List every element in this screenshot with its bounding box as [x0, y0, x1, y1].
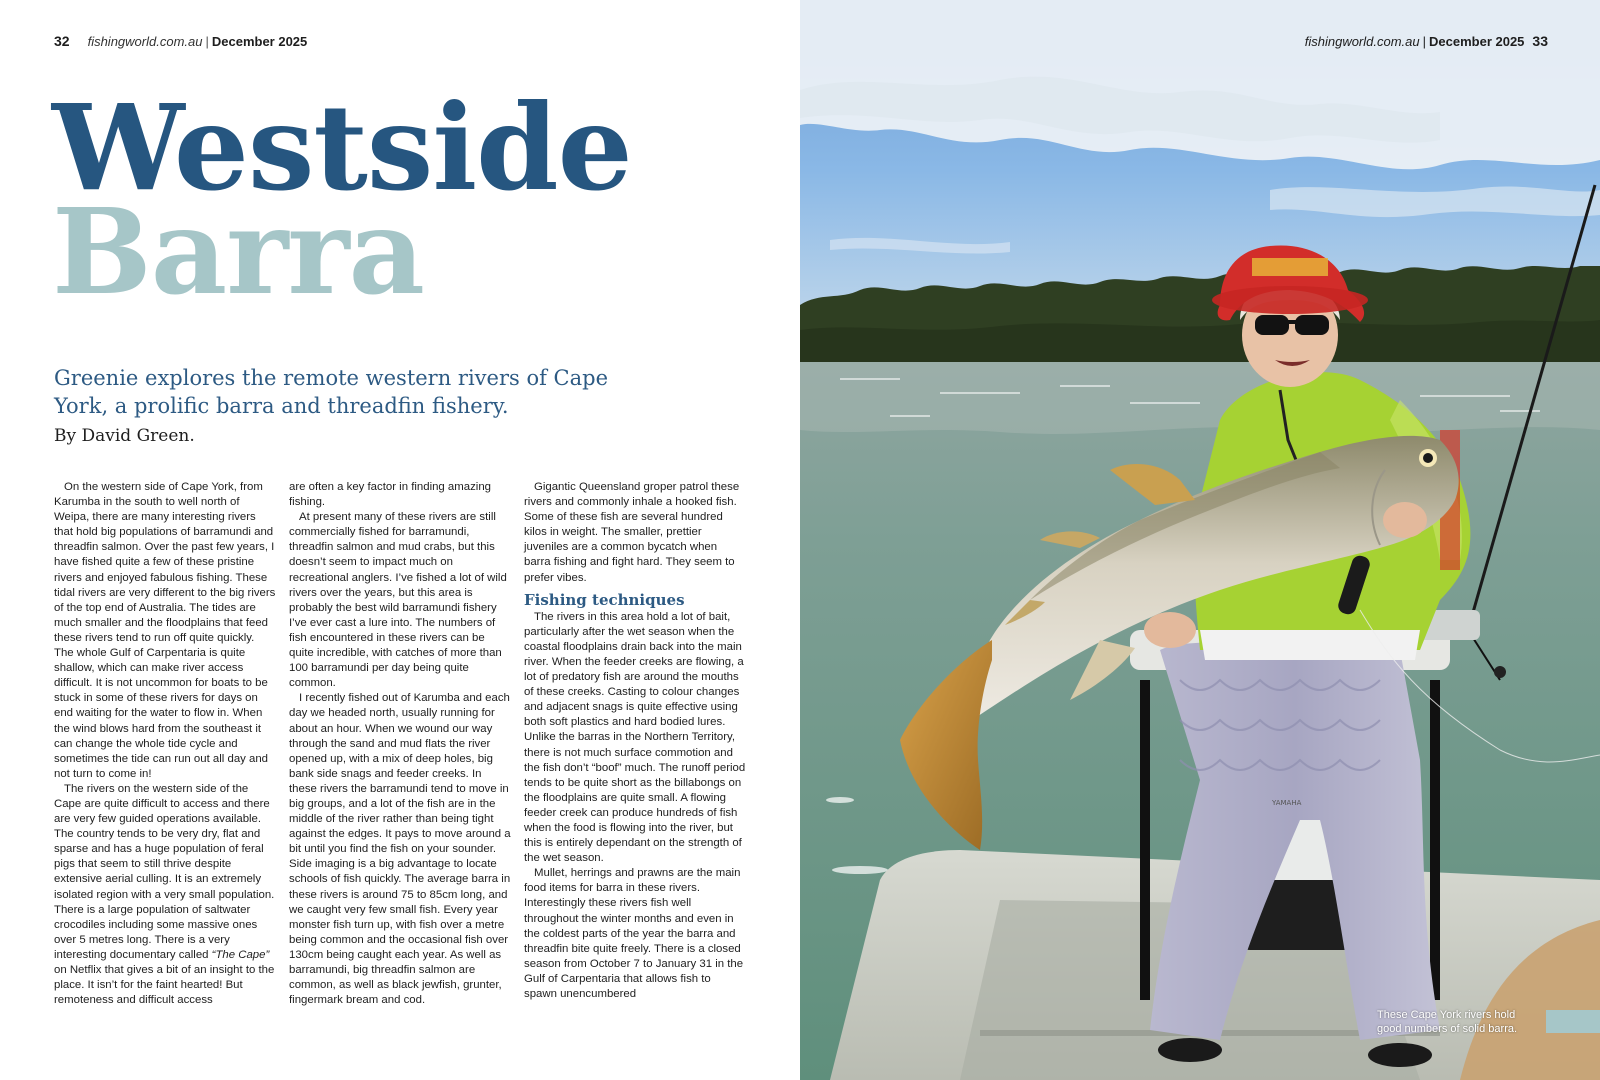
folio-left — [54, 33, 307, 49]
issue-date: December 2025 — [211, 34, 308, 49]
folio-right — [1305, 33, 1548, 49]
article-title — [52, 78, 632, 321]
folio-separator: | — [205, 34, 209, 49]
paragraph: Gigantic Queensland groper patrol these rivers and commonly inhale a hooked fish. Some of these fish are several hundred kilos in weight. The smaller, prettier juveniles are a common bycatch when barra fishing and fight hard. They seem to prefer vibes. — [524, 481, 740, 584]
standfirst: Greenie explores the remote western rivers of Cape York, a prolific barra and threadfin fishery. — [54, 366, 609, 418]
text-column-3 — [524, 480, 746, 1002]
folio-separator: | — [1422, 34, 1427, 49]
page-number-left: 32 — [54, 33, 70, 49]
site-name: fishingworld.com.au — [87, 34, 203, 49]
paragraph-text: on Netflix that gives a bit of an insight to the place. It isn’t for the faint hearted! But remoteness and difficult access — [54, 964, 275, 1007]
byline: By David Green. — [54, 426, 195, 446]
page-number-right: 33 — [1532, 33, 1548, 49]
paragraph: are often a key factor in finding amazing fishing. — [289, 481, 491, 509]
paragraph: On the western side of Cape York, from Karumba in the south to well north of Weipa, there are many interesting rivers that hold big populations of barramundi and threadfin salmon. Over the past few years, I have fished quite a few of these pristine rivers and enjoyed fabulous fishing. These tidal rivers are very different to the big rivers of the top end of Australia. The tides are much smaller and the floodplains that feed these rivers tend to run off quite quickly. The whole Gulf of Carpentaria is quite shallow, which can make river access difficult. It is not uncommon for boats to be stuck in some of these rivers for days on end waiting for the water to flow in. When the wind blows hard from the southeast it can change the whole tide cycle and sometimes the tide can run out all day and not turn to come in! — [54, 481, 276, 780]
paragraph: I recently fished out of Karumba and each day we headed north, usually running for about an hour. When we wound our way through the sand and mud flats the river opened up, with a mix of deep holes, big bank side snags and feeder creeks. In these rivers the barramundi tend to move in big groups, and a lot of the fish are in the middle of the river rather than being tight against the edges. It pays to move around a bit until you find the fish on your sounder. Side imaging is a big advantage to locate schools of fish quickly. The average barra in these rivers is around 75 to 85cm long, and we caught very few small fish. Every year monster fish turn up, with fish over a metre being common and the occasional fish over 130cm being caught each year. As well as barramundi, big threadfin salmon are common, as well as black jewfish, grunter, fingermark bream and cod. — [289, 692, 511, 1007]
paragraph-text: The rivers on the western side of the Cape are quite difficult to access and there are very few guided operations available. The country tends to be very dry, flat and sparse and has a huge population of feral pigs that seem to still thrive despite extensive aerial culling. It is an extremely isolated region with a very small population. There is a large population of saltwater crocodiles including some massive ones over 5 metres long. There is a very interesting documentary called — [54, 782, 275, 961]
section-heading: Fishing techniques — [524, 590, 685, 609]
issue-date: December 2025 — [1429, 34, 1525, 49]
title-line-1: Westside — [52, 78, 632, 217]
film-title: “The Cape” — [211, 948, 270, 961]
paragraph — [54, 782, 276, 1008]
barramundi-photo — [800, 0, 1600, 1080]
text-column-1 — [54, 480, 276, 1008]
photo-caption: These Cape York rivers hold good numbers of solid barra. — [1377, 1009, 1518, 1035]
title-line-2: Barra — [52, 182, 424, 321]
paragraph: The rivers in this area hold a lot of bait, particularly after the wet season when the coastal floodplains drain back into the main river. When the feeder creeks are flowing, a lot of predatory fish are around the mouths of these creeks. Casting to colour changes and adjacent snags is quite effective using both soft plastics and hard bodied lures. Unlike the barras in the Northern Territory, there is not much surface commotion and the fish don’t “boof” much. The runoff period tends to be quite short as the billabongs on the floodplains are quite small. A flowing feeder creek can produce hundreds of fish when the food is flowing into the river, but this is entirely dependant on the strength of the wet season. — [524, 610, 746, 865]
right-page — [800, 0, 1600, 1080]
site-name: fishingworld.com.au — [1304, 34, 1420, 49]
caption-tab — [1546, 1010, 1600, 1033]
paragraph: Mullet, herrings and prawns are the main food items for barra in these rivers. Interestingly these rivers fish well throughout the winter months and even in the coldest parts of the year the barra and threadfin bite quite freely. There is a closed season from October 7 to January 31 in the Gulf of Carpentaria that allows fish to spawn unencumbered — [524, 867, 744, 1000]
yamaha-badge-text: YAMAHA — [1272, 799, 1302, 807]
text-column-2 — [289, 480, 511, 1008]
paragraph: At present many of these rivers are still commercially fished for barramundi, threadfin salmon and mud crabs, but this doesn’t seem to impact much on recreational anglers. I’ve fished a lot of wild rivers over the years, but this area is probably the best wild barramundi fishery I’ve ever cast a lure into. The numbers of fish encountered in these rivers can be quite incredible, with catches of more than 100 barramundi per day being quite common. — [289, 511, 507, 690]
